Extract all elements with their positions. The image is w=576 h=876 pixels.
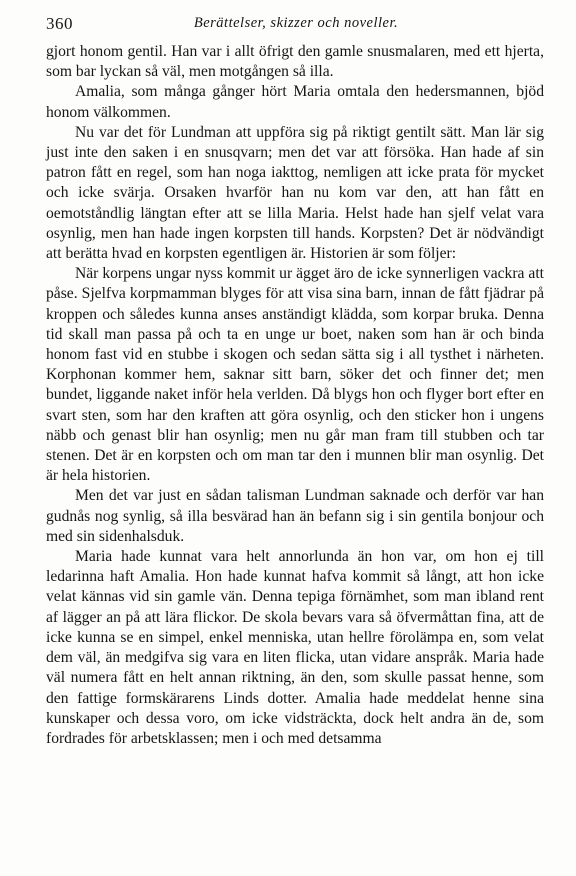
paragraph: Amalia, som många gånger hört Maria omtala den hedersmannen, bjöd honom välkommen. [46,83,544,121]
body-text [46,42,544,749]
paragraph: gjort honom gentil. Han var i allt öfrigt den gamle snusmalaren, med ett hjerta, som bar lyckan så väl, men motgången så illa. [46,43,544,81]
page-header [46,11,546,35]
running-head: Berättelser, skizzer och noveller. [193,15,399,31]
page-number: 360 [46,14,73,33]
paragraph: Maria hade kunnat vara helt annorlunda än hon var, om hon ej till ledarinna haft Amalia. Hon hade kunnat hafva kommit så långt, att hon icke velat kännas vid sin gamle vän. Denna tepiga förnämhet, som man ibland rent af lägger an på att lära flickor. De skola bevars vara så öfvermåttan fina, att de icke kunna se en simpel, enkel menniska, utan hellre förolämpa en, som velat dem väl, än medgifva sig vara en liten flicka, utan vidare anspråk. Maria hade väl numera fått en helt annan riktning, än den, som skulle passat henne, som den fattige formskärarens Linds dotter. Amalia hade meddelat henne sina kunskaper och dessa voro, om icke vidsträckta, dock helt andra än de, som fordrades för arbetsklassen; men i och med detsamma [46,548,544,747]
paragraph: Nu var det för Lundman att uppföra sig på riktigt gentilt sätt. Man lär sig just inte den saken i en snusqvarn; men det var att försöka. Han hade af sin patron fått en regel, som han noga iakttog, nemligen att icke prata för mycket och icke svärja. Orsaken hvarför han nu kom var den, att han fått en oemotståndlig längtan efter att se lilla Maria. Helst hade han sjelf velat vara osynlig, men han hade ingen korpsten till hands. Korpsten? Det är nödvändigt att berätta hvad en korpsten egentligen är. Historien är som följer: [46,123,544,263]
paragraph: När korpens ungar nyss kommit ur ägget äro de icke synnerligen vackra att påse. Sjelfva korpmamman blyges för att visa sina barn, innan de fått fjädrar på kroppen och således kunna anses anständigt klädda, som korpar bruka. Denna tid skall man passa på och ta en unge ur boet, naken som han är och binda honom fast vid en stubbe i skogen och sedan sätta sig i all tysthet i närheten. Korphonan kommer hem, saknar sitt barn, söker det och finner det; men bundet, liggande naket inför hela verlden. Då blygs hon och flyger bort efter en svart sten, som har den kraften att göra osynlig, och den sticker hon i ungens näbb och genast blir han osynlig; men nu går man fram till stubben och tar stenen. Det är en korpsten och om man tar den i munnen blir man osynlig. Det är hela historien. [46,265,544,485]
paragraph: Men det var just en sådan talisman Lundman saknade och derför var han gudnås nog synlig, så illa besvärad han än befann sig i sin gentila bonjour och med sin sidenhalsduk. [46,487,544,545]
